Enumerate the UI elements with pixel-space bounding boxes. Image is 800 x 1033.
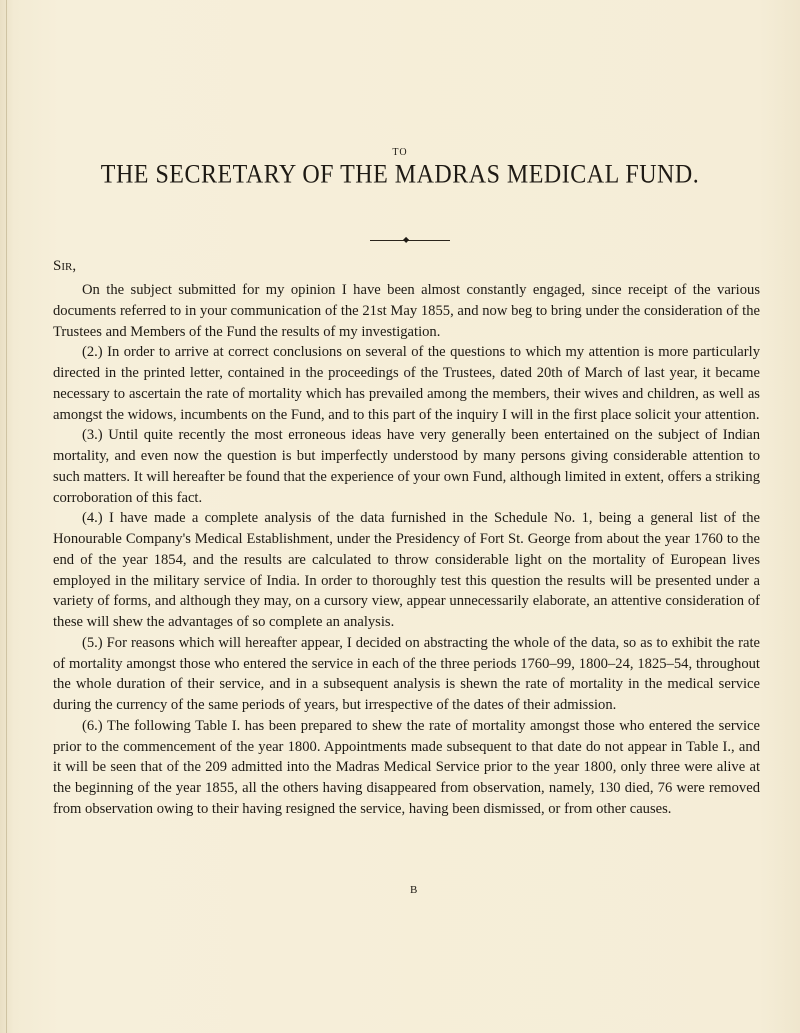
paragraph-4: (4.) I have made a complete analysis of the data furnished in the Schedule No. 1, being a general list of the Honourable Company's Medical Establishment, under the Presidency of Fort St. George from about the year 1760 to the end of the year 1854, and the results are calculated to throw considerable light on the mortality of European lives employed in the military service of India. In order to thoroughly test this question the results will be presented under a variety of forms, and although they may, on a cursory view, appear unnecessarily elaborate, an attentive consideration of these will shew the advantages of so complete an analysis. bbox=[53, 510, 760, 630]
paragraph-2: (2.) In order to arrive at correct conclusions on several of the questions to which my attention is more particularly directed in the printed letter, contained in the proceedings of the Trustees, dated 20th of March of last year, it became necessary to ascertain the rate of mortality which has prevailed among the members, their wives and children, as well as amongst the widows, incumbents on the Fund, and to this part of the inquiry I will in the first place solicit your attention. bbox=[53, 344, 760, 423]
divider-rule bbox=[370, 240, 450, 241]
page-title: THE SECRETARY OF THE MADRAS MEDICAL FUND. bbox=[100, 160, 700, 189]
salutation: Sir, bbox=[53, 258, 77, 274]
address-to: TO bbox=[392, 147, 408, 158]
letter-body bbox=[53, 280, 760, 820]
paragraph-6: (6.) The following Table I. has been prepared to shew the rate of mortality amongst those who entered the service prior to the commencement of the year 1800. Appointments made subsequent to that date do not appear in Table I., and it will be seen that of the 209 admitted into the Madras Medical Service prior to the year 1800, only three were alive at the beginning of the year 1855, all the others having disappeared from observation, namely, 130 died, 76 were removed from observation owing to their having resigned the service, having been dismissed, or from other causes. bbox=[53, 717, 760, 817]
signature-mark: B bbox=[410, 884, 418, 896]
diamond-ornament-icon: ◆ bbox=[403, 235, 410, 244]
paragraph-5: (5.) For reasons which will hereafter appear, I decided on abstracting the whole of the data, so as to exhibit the rate of mortality amongst those who entered the service in each of the three periods 1760–99, 1800–24, 1825–54, throughout the whole duration of their service, and in a subsequent analysis is shewn the rate of mortality in the medical service during the currency of the same periods of years, but irrespective of the dates of their admission. bbox=[53, 634, 760, 713]
paragraph-1: On the subject submitted for my opinion I have been almost constantly engaged, since receipt of the various documents referred to in your communication of the 21st May 1855, and now beg to bring under the consideration of the Trustees and Members of the Fund the results of my investigation. bbox=[53, 282, 760, 340]
paragraph-3: (3.) Until quite recently the most erroneous ideas have very generally been entertained on the subject of Indian mortality, and even now the question is but imperfectly understood by many persons giving considerable attention to such matters. It will hereafter be found that the experience of your own Fund, although limited in extent, offers a striking corroboration of this fact. bbox=[53, 427, 760, 506]
